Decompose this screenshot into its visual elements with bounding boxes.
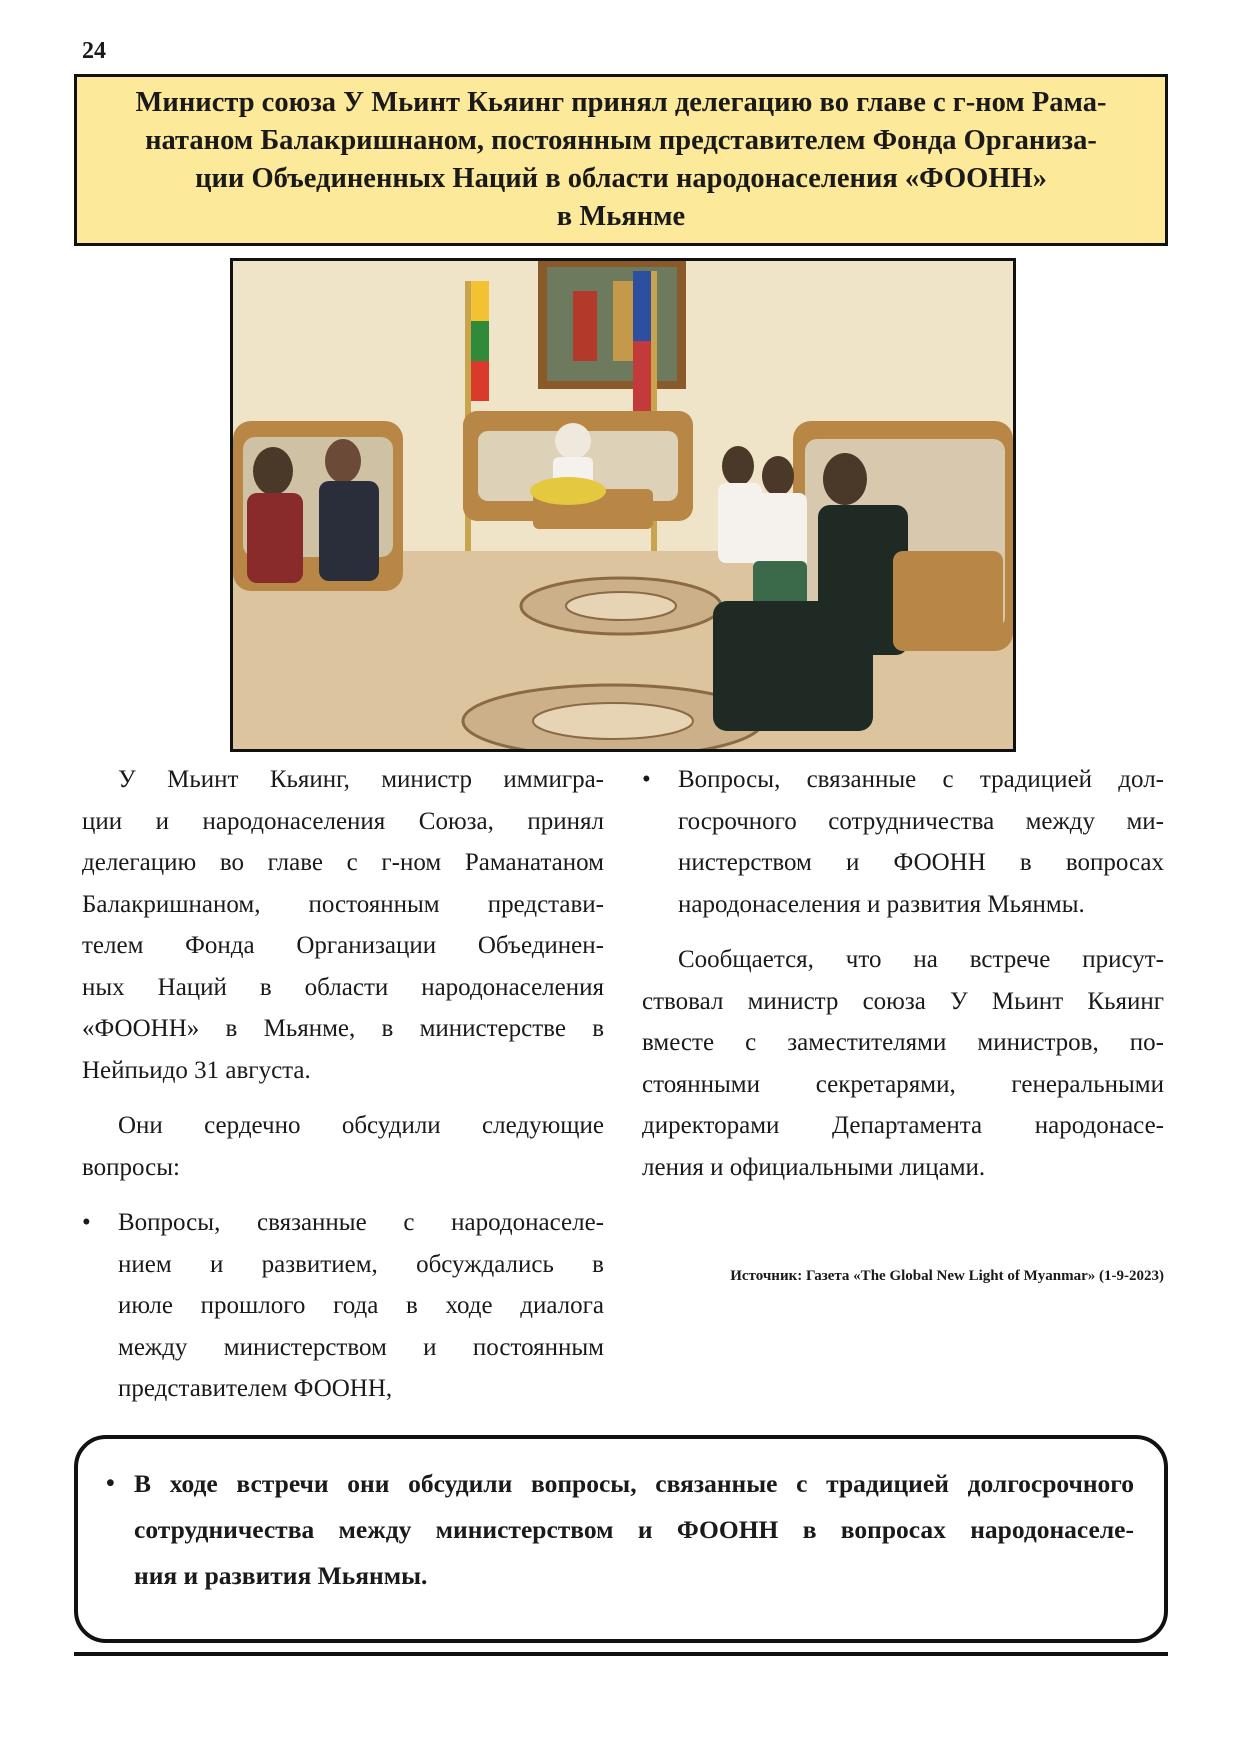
bullet-marker: • — [106, 1470, 115, 1497]
article-paragraph — [82, 759, 604, 1091]
text-line: Они сердечно обсудили следующие — [118, 1112, 604, 1139]
article-paragraph — [642, 939, 1164, 1188]
text-line: представителем ФООНН, — [118, 1375, 393, 1402]
headline-line: Министр союза У Мьинт Кьяинг принял делегацию во главе с г-ном Рама- — [135, 87, 1107, 118]
left-column — [82, 759, 604, 1410]
headline-box — [74, 74, 1168, 246]
text-line: директорами Департамента народонасе- — [642, 1112, 1164, 1139]
text-line: между министерством и постоянным — [118, 1333, 604, 1361]
summary-line: сотрудничества между министерством и ФООНН в вопросах народонаселе- — [134, 1515, 1134, 1544]
text-line: ции и народонаселения Союза, принял — [82, 807, 604, 835]
text-line: июле прошлого года в ходе диалога — [118, 1292, 604, 1319]
bullet-item — [642, 759, 1164, 925]
text-line: Сообщается, что на встрече присут- — [678, 946, 1164, 973]
text-line: ствовал министр союза У Мьинт Кьяинг — [642, 987, 1164, 1015]
bottom-rule — [74, 1652, 1168, 1656]
bullet-item — [82, 1202, 604, 1410]
text-line: Вопросы, связанные с народонаселе- — [118, 1209, 604, 1236]
text-line: Нейпьидо 31 августа. — [82, 1056, 311, 1084]
text-line: ных Наций в области народонаселения — [82, 973, 604, 1001]
article-paragraph — [82, 1105, 604, 1188]
bullet-marker: • — [82, 1209, 91, 1236]
text-line: делегацию во главе с г-ном Раманатаном — [82, 849, 604, 876]
meeting-photo — [230, 258, 1016, 752]
text-line: вопросы: — [82, 1153, 180, 1181]
headline-line: в Мьянме — [556, 201, 686, 232]
text-line: нием и развитием, обсуждались в — [118, 1250, 604, 1278]
text-line: Балакришнаном, постоянным представи- — [82, 890, 604, 918]
source-credit: Источник: Газета «The Global New Light of Myanmar» (1-9-2023) — [730, 1268, 1164, 1284]
summary-line: ния и развития Мьянмы. — [134, 1561, 428, 1590]
text-line: стоянными секретарями, генеральными — [642, 1070, 1164, 1098]
summary-line: В ходе встречи они обсудили вопросы, связанные с традицией долгосрочного — [134, 1469, 1134, 1498]
text-line: ления и официальными лицами. — [642, 1153, 986, 1181]
text-line: телем Фонда Организации Объединен- — [82, 932, 604, 959]
text-line: вместе с заместителями министров, по- — [642, 1029, 1164, 1056]
bullet-marker: • — [642, 766, 651, 793]
text-line: У Мьинт Кьяинг, министр иммигра- — [118, 766, 604, 793]
text-line: Вопросы, связанные с традицией дол- — [678, 766, 1164, 793]
headline-line: натаном Балакришнаном, постоянным представителем Фонда Организа- — [145, 125, 1097, 156]
text-line: госрочного сотрудничества между ми- — [678, 807, 1164, 835]
summary-text — [106, 1461, 1134, 1599]
text-line: нистерством и ФООНН в вопросах — [678, 849, 1164, 876]
text-line: народонаселения и развития Мьянмы. — [678, 890, 1085, 918]
right-column — [642, 759, 1164, 1188]
headline-line: ции Объединенных Наций в области народонаселения «ФООНН» — [195, 163, 1047, 194]
summary-box — [74, 1435, 1168, 1643]
page-number: 24 — [82, 38, 106, 64]
text-line: «ФООНН» в Мьянме, в министерстве в — [82, 1015, 604, 1042]
